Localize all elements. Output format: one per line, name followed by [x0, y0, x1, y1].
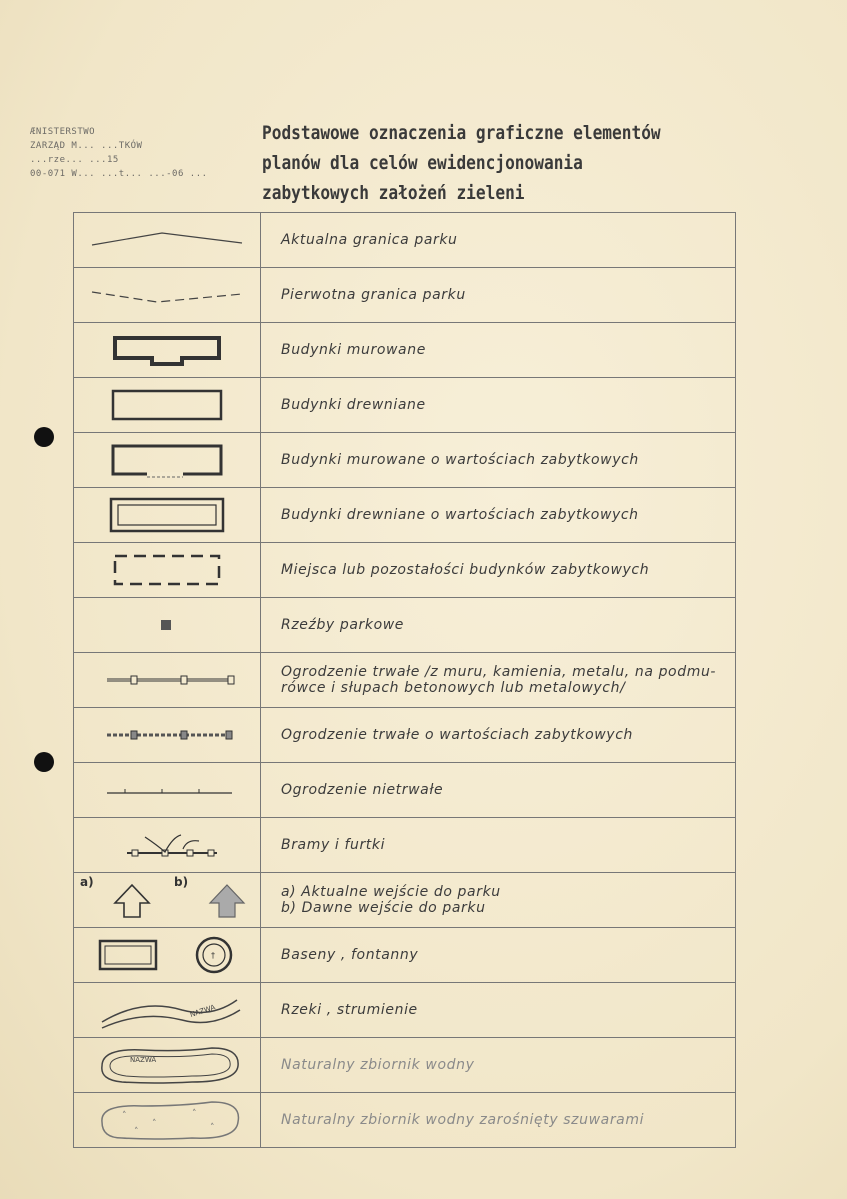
- legend-row: [74, 763, 736, 818]
- gates-symbol: [74, 818, 261, 873]
- legend-row: [74, 873, 736, 928]
- legend-label: Budynki drewniane: [261, 378, 736, 433]
- wooden-building-symbol: [74, 378, 261, 433]
- stamp-line-2: ZARZĄD M... ...TKÓW: [30, 141, 143, 151]
- legend-row: [74, 653, 736, 708]
- legend-label: Bramy i furtki: [261, 818, 736, 873]
- legend-label: Budynki drewniane o wartościach zabytkowych: [261, 488, 736, 543]
- title-line-2: planów dla celów ewidencjonowania: [262, 152, 583, 174]
- svg-text:˄: ˄: [122, 1111, 127, 1121]
- legend-label-line-2: rówce i słupach betonowych lub metalowych/: [281, 680, 626, 696]
- punch-hole-bottom: [34, 752, 54, 772]
- legend-label: Rzeki , strumienie: [261, 983, 736, 1038]
- temporary-fence-symbol: [74, 763, 261, 818]
- legend-label-multiline: [261, 873, 736, 928]
- masonry-building-symbol: [74, 323, 261, 378]
- svg-text:˄: ˄: [210, 1123, 215, 1133]
- legend-label: Naturalny zbiornik wodny: [261, 1038, 736, 1093]
- legend-label: Budynki murowane o wartościach zabytkowych: [261, 433, 736, 488]
- legend-label-line-1: Ogrodzenie trwałe /z muru, kamienia, metalu, na podmu-: [281, 664, 717, 680]
- pond-name-label: NAZWA: [130, 1056, 157, 1064]
- legend-label: Budynki murowane: [261, 323, 736, 378]
- river-symbol: [74, 983, 261, 1038]
- pool-fountain-symbol: [74, 928, 261, 983]
- legend-label-line-1: a) Aktualne wejście do parku: [281, 884, 501, 900]
- ministry-stamp: [30, 125, 255, 195]
- legend-row: [74, 708, 736, 763]
- entrance-arrows-symbol: [74, 873, 261, 928]
- pond-symbol: [74, 1038, 261, 1093]
- legend-row: [74, 378, 736, 433]
- title-line-1: Podstawowe oznaczenia graficzne elementów: [262, 122, 661, 144]
- building-remains-symbol: [74, 543, 261, 598]
- stamp-line-1: ÆNISTERSTWO: [30, 127, 96, 137]
- legend-label: Naturalny zbiornik wodny zarośnięty szuwarami: [261, 1093, 736, 1148]
- legend-table: [73, 212, 736, 1148]
- legend-row: [74, 488, 736, 543]
- current-entrance-arrow-icon: [115, 885, 149, 917]
- punch-hole-top: [34, 427, 54, 447]
- legend-label-line-2: b) Dawne wejście do parku: [281, 900, 486, 916]
- legend-label: Aktualna granica parku: [261, 213, 736, 268]
- sculpture-symbol: [74, 598, 261, 653]
- legend-row: [74, 928, 736, 983]
- document-title: [262, 118, 661, 208]
- river-name-label: NAZWA: [188, 1003, 217, 1020]
- svg-text:†: †: [211, 951, 215, 960]
- svg-text:˄: ˄: [134, 1127, 139, 1137]
- legend-row: [74, 818, 736, 873]
- legend-row: [74, 598, 736, 653]
- label-b: b): [174, 875, 189, 889]
- svg-text:˄: ˄: [192, 1109, 197, 1119]
- legend-label: Ogrodzenie trwałe o wartościach zabytkowych: [261, 708, 736, 763]
- historic-masonry-building-symbol: [74, 433, 261, 488]
- solid-boundary-symbol: [74, 213, 261, 268]
- legend-row: [74, 543, 736, 598]
- legend-label: Ogrodzenie nietrwałe: [261, 763, 736, 818]
- dashed-boundary-symbol: [74, 268, 261, 323]
- legend-row: [74, 433, 736, 488]
- legend-label: Pierwotna granica parku: [261, 268, 736, 323]
- legend-row: [74, 1093, 736, 1148]
- stamp-line-3: ...rze... ...15: [30, 155, 119, 165]
- former-entrance-arrow-icon: [210, 885, 244, 917]
- svg-text:˄: ˄: [152, 1119, 157, 1129]
- label-a: a): [80, 875, 94, 889]
- legend-row: [74, 213, 736, 268]
- legend-row: [74, 268, 736, 323]
- title-line-3: zabytkowych założeń zieleni: [262, 182, 525, 204]
- legend-label: Baseny , fontanny: [261, 928, 736, 983]
- legend-row: [74, 983, 736, 1038]
- legend-row: [74, 323, 736, 378]
- legend-row: [74, 1038, 736, 1093]
- legend-label: Rzeźby parkowe: [261, 598, 736, 653]
- stamp-line-4: 00-071 W... ...t... ...-06 ...: [30, 169, 208, 179]
- legend-label: Miejsca lub pozostałości budynków zabytkowych: [261, 543, 736, 598]
- historic-wooden-building-symbol: [74, 488, 261, 543]
- legend-label-multiline: [261, 653, 736, 708]
- permanent-fence-symbol: [74, 653, 261, 708]
- reed-pond-symbol: [74, 1093, 261, 1148]
- historic-fence-symbol: [74, 708, 261, 763]
